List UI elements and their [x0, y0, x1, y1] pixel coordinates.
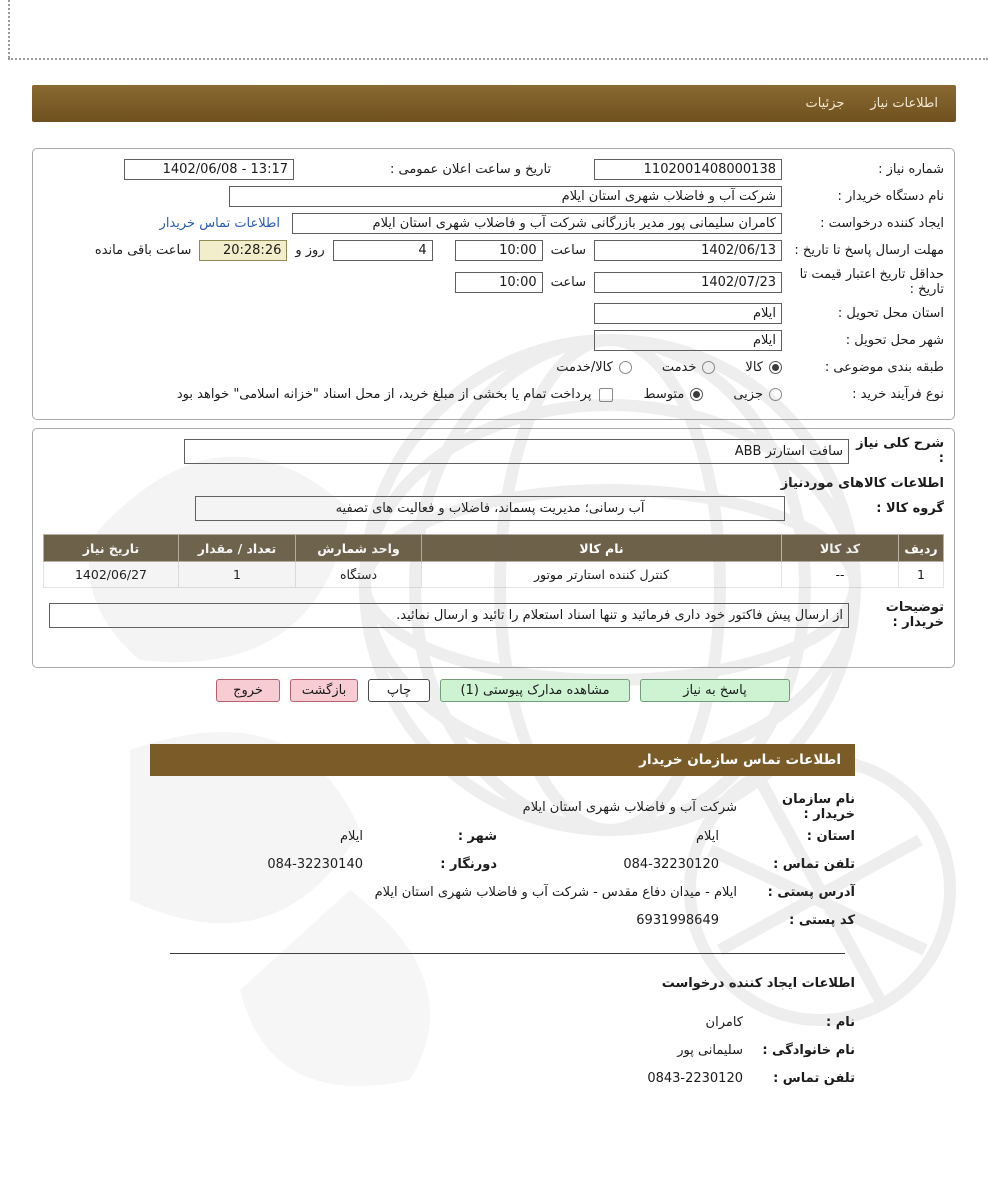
phone-fax-row: [150, 850, 855, 878]
contact-phone-value: 084-32230120: [623, 856, 719, 872]
cell-row-no: 1: [899, 562, 944, 588]
price-validity-label: حداقل تاریخ اعتبار قیمت تا تاریخ :: [799, 267, 944, 297]
buyer-notes-label: توضیحات خریدار :: [885, 600, 944, 630]
category-service-option[interactable]: [662, 360, 716, 375]
contact-city-value: ایلام: [339, 828, 363, 844]
buyer-notes-row: [43, 600, 944, 630]
cell-qty: 1: [179, 562, 296, 588]
contact-province-label: استان :: [806, 828, 855, 844]
deadline-time-field[interactable]: 10:00: [455, 240, 543, 261]
cell-unit: دستگاه: [296, 562, 422, 588]
col-header-unit: واحد شمارش: [296, 535, 422, 562]
cell-item-name: کنترل کننده استارتر موتور: [422, 562, 782, 588]
subject-category-label: طبقه بندی موضوعی :: [824, 360, 944, 375]
col-header-item-code: کد کالا: [782, 535, 899, 562]
response-deadline-row: [43, 237, 944, 264]
print-button[interactable]: چاپ: [368, 679, 430, 702]
delivery-city-label: شهر محل تحویل :: [845, 333, 944, 348]
category-service-label: خدمت: [661, 360, 697, 375]
treasury-payment-checkbox[interactable]: [599, 388, 613, 402]
category-goods-label: کالا: [745, 360, 763, 375]
top-dotted-divider: [8, 58, 988, 60]
purchase-process-label: نوع فرآیند خرید :: [852, 387, 944, 402]
need-items-panel: [32, 428, 955, 668]
category-goods-service-radio[interactable]: [619, 361, 632, 374]
table-row: [44, 562, 944, 588]
request-creator-label: ایجاد کننده درخواست :: [820, 216, 944, 231]
tab-need-info[interactable]: اطلاعات نیاز: [870, 96, 938, 111]
category-service-radio[interactable]: [702, 361, 715, 374]
items-table: [43, 534, 944, 588]
top-tabbar: [32, 85, 956, 122]
cell-need-date: 1402/06/27: [44, 562, 179, 588]
org-name-row: [150, 792, 855, 822]
validity-hour-label: ساعت: [550, 274, 586, 290]
org-name-value: شرکت آب و فاضلاب شهری استان ایلام: [522, 799, 737, 815]
postal-address-value: ایلام - میدان دفاع مقدس - شرکت آب و فاضلاب شهری استان ایلام: [374, 884, 737, 900]
countdown-timer: 20:28:26: [199, 240, 287, 261]
need-number-row: [43, 156, 944, 183]
deadline-hour-label: ساعت: [550, 243, 586, 258]
col-header-qty: تعداد / مقدار: [179, 535, 296, 562]
purchase-process-row: [43, 381, 944, 408]
col-header-need-date: تاریخ نیاز: [44, 535, 179, 562]
deadline-date-field[interactable]: 1402/06/13: [594, 240, 782, 261]
postal-code-row: [150, 906, 855, 934]
action-buttons: [216, 679, 790, 702]
delivery-city-field[interactable]: ایلام: [594, 330, 782, 351]
contact-fax-label: دورنگار :: [440, 856, 497, 872]
contact-city-label: شهر :: [457, 828, 497, 844]
treasury-payment-note: پرداخت تمام یا بخشی از مبلغ خرید، از محل اسناد "خزانه اسلامی" خواهد بود: [176, 387, 592, 402]
price-validity-row: [43, 264, 944, 300]
buyer-contact-section: [150, 792, 855, 934]
postal-address-row: [150, 878, 855, 906]
creator-family-value: سلیمانی پور: [677, 1042, 743, 1058]
province-city-row: [150, 822, 855, 850]
creator-name-row: [150, 1008, 855, 1036]
need-number-field[interactable]: 1102001408000138: [594, 159, 782, 180]
cell-item-code: --: [782, 562, 899, 588]
buyer-contact-link[interactable]: اطلاعات تماس خریدار: [159, 216, 280, 231]
response-deadline-label: مهلت ارسال پاسخ تا تاریخ :: [794, 243, 944, 258]
creator-phone-label: تلفن تماس :: [773, 1070, 855, 1086]
postal-code-label: کد پستی :: [789, 912, 855, 928]
category-goods-service-label: کالا/خدمت: [556, 360, 613, 375]
view-attachments-button[interactable]: مشاهده مدارک پیوستی (1): [440, 679, 630, 702]
col-header-item-name: نام کالا: [422, 535, 782, 562]
remaining-hours-label: ساعت باقی مانده: [94, 243, 192, 258]
request-creator-row: [43, 210, 944, 237]
section-divider: [170, 953, 845, 954]
org-name-label: نام سازمان خریدار :: [782, 792, 855, 822]
delivery-province-row: [43, 300, 944, 327]
buyer-contact-title: اطلاعات تماس سازمان خریدار: [639, 752, 841, 768]
buyer-org-field[interactable]: شرکت آب و فاضلاب شهری استان ایلام: [229, 186, 782, 207]
postal-code-value: 6931998649: [636, 912, 719, 928]
creator-name-label: نام :: [825, 1014, 855, 1030]
process-medium-label: متوسط: [643, 387, 685, 402]
exit-button[interactable]: خروج: [216, 679, 280, 702]
subject-category-row: [43, 354, 944, 381]
contact-fax-value: 084-32230140: [267, 856, 363, 872]
delivery-province-field[interactable]: ایلام: [594, 303, 782, 324]
need-number-label: شماره نیاز :: [878, 162, 944, 177]
goods-group-field[interactable]: آب رسانی؛ مدیریت پسماند، فاضلاب و فعالیت های تصفیه: [195, 496, 785, 521]
need-description-label: شرح کلی نیاز :: [856, 436, 944, 466]
request-creator-field[interactable]: کامران سلیمانی پور مدیر بازرگانی شرکت آب و فاضلاب شهری استان ایلام: [292, 213, 782, 234]
creator-phone-value: 0843-2230120: [647, 1070, 743, 1086]
buyer-contact-title-bar: [150, 744, 855, 776]
col-header-row-no: ردیف: [899, 535, 944, 562]
process-medium-radio[interactable]: [690, 388, 703, 401]
buyer-org-row: [43, 183, 944, 210]
top-left-dotted-divider: [8, 0, 10, 58]
postal-address-label: آدرس پستی :: [767, 884, 855, 900]
respond-to-need-button[interactable]: پاسخ به نیاز: [640, 679, 790, 702]
delivery-city-row: [43, 327, 944, 354]
days-unit-label: روز و: [295, 243, 325, 258]
goods-group-row: [43, 495, 944, 522]
announce-datetime-label: تاریخ و ساعت اعلان عمومی :: [390, 162, 552, 177]
delivery-province-label: استان محل تحویل :: [837, 306, 944, 321]
items-section-heading: اطلاعات کالاهای موردنیاز: [780, 476, 944, 491]
request-creator-title: اطلاعات ایجاد کننده درخواست: [661, 976, 855, 991]
tab-details[interactable]: جزئیات: [805, 96, 845, 111]
contact-province-value: ایلام: [695, 828, 719, 844]
creator-family-row: [150, 1036, 855, 1064]
category-goods-option[interactable]: [745, 360, 782, 375]
creator-family-label: نام خانوادگی :: [762, 1042, 855, 1058]
validity-time-field[interactable]: 10:00: [455, 272, 543, 293]
category-goods-radio[interactable]: [769, 361, 782, 374]
process-minor-radio[interactable]: [769, 388, 782, 401]
back-button[interactable]: بازگشت: [290, 679, 358, 702]
process-minor-label: جزیی: [733, 387, 763, 402]
category-goods-service-option[interactable]: [556, 360, 632, 375]
buyer-notes-field[interactable]: از ارسال پیش فاکتور خود داری فرمائید و تنها اسناد استعلام را تائید و ارسال نمائید.: [49, 603, 849, 628]
need-info-panel: [32, 148, 955, 420]
remaining-days-field[interactable]: 4: [333, 240, 433, 261]
contact-phone-label: تلفن تماس :: [773, 856, 855, 872]
request-creator-section: [150, 1008, 855, 1092]
process-medium-option[interactable]: [643, 387, 703, 402]
process-minor-option[interactable]: [733, 387, 782, 402]
creator-name-value: کامران: [705, 1014, 743, 1030]
goods-group-label: گروه کالا :: [876, 501, 944, 516]
creator-phone-row: [150, 1064, 855, 1092]
validity-date-field[interactable]: 1402/07/23: [594, 272, 782, 293]
need-description-field[interactable]: سافت استارتر ABB: [184, 439, 849, 464]
need-description-row: [43, 436, 944, 466]
buyer-org-label: نام دستگاه خریدار :: [837, 189, 944, 204]
items-table-header-row: [44, 535, 944, 562]
announce-datetime-field[interactable]: 1402/06/08 - 13:17: [124, 159, 294, 180]
